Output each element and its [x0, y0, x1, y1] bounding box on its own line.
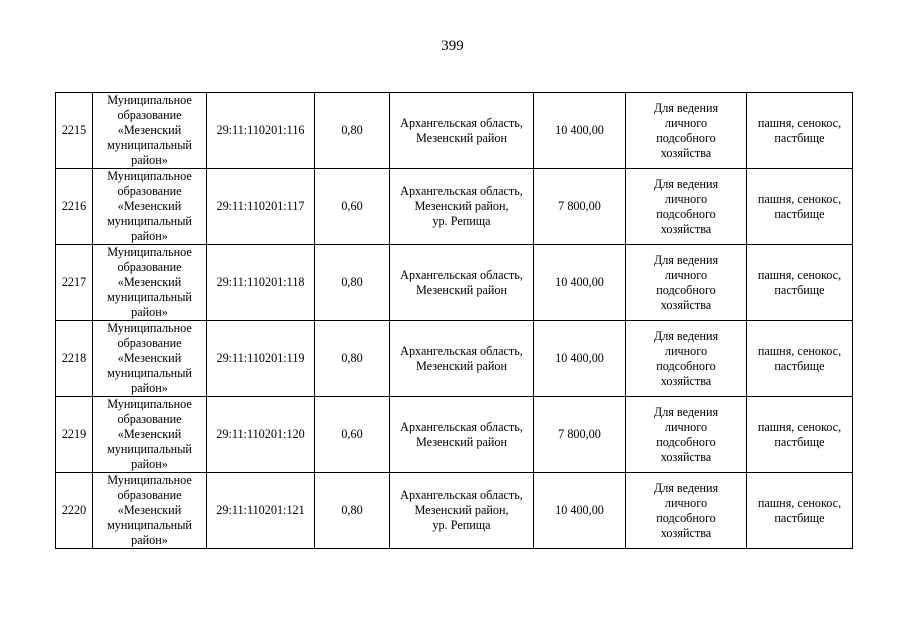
price-cell: 7 800,00: [534, 397, 626, 473]
location-cell: Архангельская область, Мезенский район, ур. Репища: [400, 184, 523, 228]
table-row: [56, 321, 853, 397]
table-row: [56, 397, 853, 473]
row-number: 2220: [56, 473, 93, 549]
price-cell: 10 400,00: [534, 245, 626, 321]
location-cell: Архангельская область, Мезенский район: [400, 343, 523, 373]
purpose-cell: Для ведения личного подсобного хозяйства: [653, 176, 719, 236]
table-row: [56, 473, 853, 549]
location-cell: Архангельская область, Мезенский район: [400, 115, 523, 145]
area-cell: 0,80: [315, 245, 390, 321]
price-cell: 10 400,00: [534, 321, 626, 397]
owner-cell: Муниципальное образование «Мезенский муниципальный район»: [107, 473, 192, 547]
purpose-cell: Для ведения личного подсобного хозяйства: [653, 480, 719, 540]
purpose-cell: Для ведения личного подсобного хозяйства: [653, 404, 719, 464]
page-number: 399: [441, 38, 464, 54]
table-row: [56, 245, 853, 321]
purpose-cell: Для ведения личного подсобного хозяйства: [653, 328, 719, 388]
row-number: 2219: [56, 397, 93, 473]
owner-cell: Муниципальное образование «Мезенский муниципальный район»: [107, 245, 192, 319]
cadastral-number: 29:11:110201:117: [207, 169, 315, 245]
area-cell: 0,60: [315, 397, 390, 473]
usage-cell: пашня, сенокос, пастбище: [757, 267, 842, 297]
usage-cell: пашня, сенокос, пастбище: [757, 115, 842, 145]
owner-cell: Муниципальное образование «Мезенский муниципальный район»: [107, 321, 192, 395]
price-cell: 10 400,00: [534, 93, 626, 169]
usage-cell: пашня, сенокос, пастбище: [757, 419, 842, 449]
location-cell: Архангельская область, Мезенский район: [400, 267, 523, 297]
purpose-cell: Для ведения личного подсобного хозяйства: [653, 252, 719, 312]
row-number: 2215: [56, 93, 93, 169]
cadastral-number: 29:11:110201:116: [207, 93, 315, 169]
area-cell: 0,80: [315, 473, 390, 549]
cadastral-number: 29:11:110201:121: [207, 473, 315, 549]
usage-cell: пашня, сенокос, пастбище: [757, 343, 842, 373]
table-row: [56, 93, 853, 169]
usage-cell: пашня, сенокос, пастбище: [757, 495, 842, 525]
cadastral-number: 29:11:110201:120: [207, 397, 315, 473]
cadastral-number: 29:11:110201:118: [207, 245, 315, 321]
purpose-cell: Для ведения личного подсобного хозяйства: [653, 100, 719, 160]
location-cell: Архангельская область, Мезенский район, ур. Репища: [400, 488, 523, 532]
location-cell: Архангельская область, Мезенский район: [400, 419, 523, 449]
row-number: 2217: [56, 245, 93, 321]
owner-cell: Муниципальное образование «Мезенский муниципальный район»: [107, 169, 192, 243]
row-number: 2218: [56, 321, 93, 397]
area-cell: 0,80: [315, 93, 390, 169]
owner-cell: Муниципальное образование «Мезенский муниципальный район»: [107, 93, 192, 167]
table-row: [56, 169, 853, 245]
owner-cell: Муниципальное образование «Мезенский муниципальный район»: [107, 397, 192, 471]
land-plots-table: [55, 92, 853, 549]
area-cell: 0,80: [315, 321, 390, 397]
row-number: 2216: [56, 169, 93, 245]
cadastral-number: 29:11:110201:119: [207, 321, 315, 397]
usage-cell: пашня, сенокос, пастбище: [757, 191, 842, 221]
price-cell: 7 800,00: [534, 169, 626, 245]
price-cell: 10 400,00: [534, 473, 626, 549]
area-cell: 0,60: [315, 169, 390, 245]
